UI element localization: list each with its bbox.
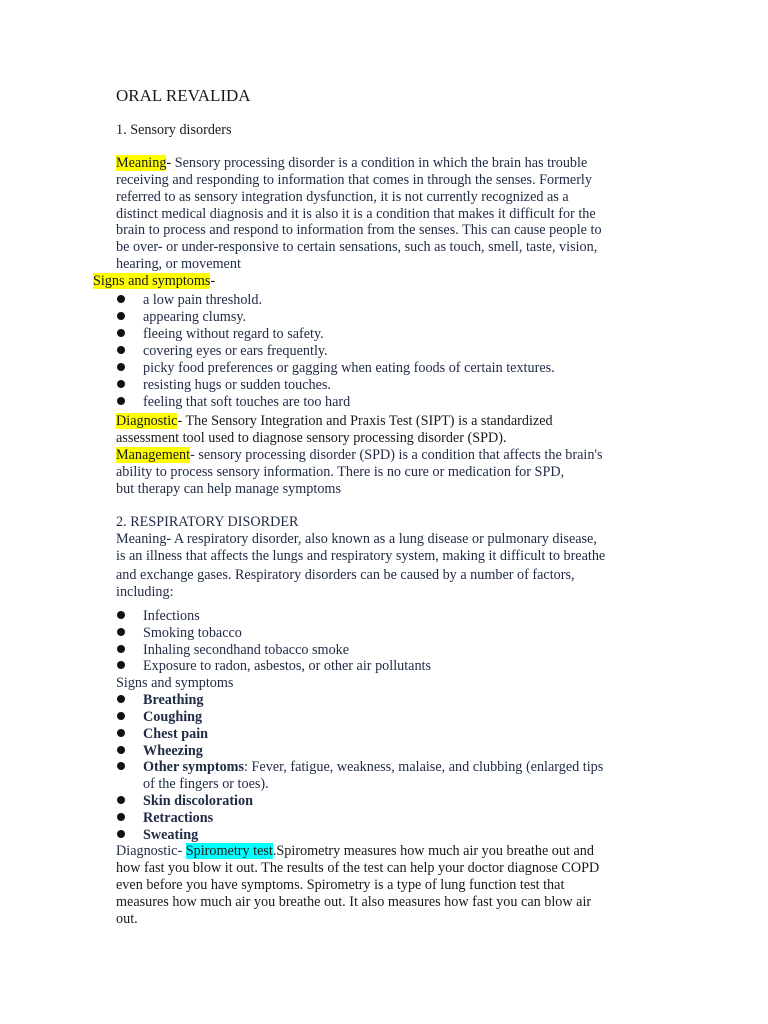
s2-meaning-line: Meaning- A respiratory disorder, also known as a lung disease or pulmonary disease, xyxy=(116,531,597,547)
s1-diagnostic-line-1 xyxy=(116,413,553,430)
s2-diagnostic-prefix: Diagnostic- xyxy=(116,843,186,859)
bullet-icon xyxy=(117,329,125,337)
s1-signs-label: Signs and symptoms xyxy=(93,273,211,289)
list-item: a low pain threshold. xyxy=(143,292,262,308)
list-item: appearing clumsy. xyxy=(143,309,247,325)
s2-diagnostic-line: out. xyxy=(116,911,138,927)
bullet-icon xyxy=(117,346,125,354)
list-item: Skin discoloration xyxy=(143,793,253,809)
bullet-icon xyxy=(117,729,125,737)
section-1-heading: 1. Sensory disorders xyxy=(116,122,232,138)
s1-diagnostic-line: assessment tool used to diagnose sensory processing disorder (SPD). xyxy=(116,430,507,446)
bullet-icon xyxy=(117,830,125,838)
s2-diagnostic-line: how fast you blow it out. The results of the test can help your doctor diagnose COPD xyxy=(116,860,600,876)
s1-meaning-line: hearing, or movement xyxy=(116,256,241,272)
bullet-icon xyxy=(117,661,125,669)
s2-signs-heading: Signs and symptoms xyxy=(116,675,234,691)
s2-diagnostic-line: measures how much air you breathe out. It also measures how fast you can blow air xyxy=(116,894,592,910)
bullet-icon xyxy=(117,813,125,821)
bullet-icon xyxy=(117,746,125,754)
s2-meaning-line: including: xyxy=(116,584,174,600)
list-item: picky food preferences or gagging when eating foods of certain textures. xyxy=(143,360,555,376)
bullet-icon xyxy=(117,380,125,388)
list-item: Sweating xyxy=(143,827,199,843)
bullet-icon xyxy=(117,762,125,770)
list-item: Breathing xyxy=(143,692,204,708)
list-item: Chest pain xyxy=(143,726,209,742)
list-item-continuation: of the fingers or toes). xyxy=(143,776,269,792)
s1-management-line: but therapy can help manage symptoms xyxy=(116,481,341,497)
s1-meaning-line-1 xyxy=(116,155,587,172)
bullet-icon xyxy=(117,397,125,405)
list-item: fleeing without regard to safety. xyxy=(143,326,324,342)
list-item: Wheezing xyxy=(143,743,203,759)
s1-meaning-label: Meaning xyxy=(116,155,167,171)
other-symptoms-text: : Fever, fatigue, weakness, malaise, and clubbing (enlarged tips xyxy=(244,759,604,775)
bullet-icon xyxy=(117,295,125,303)
section-2-heading: 2. RESPIRATORY DISORDER xyxy=(116,514,299,530)
bullet-icon xyxy=(117,611,125,619)
s1-meaning-line: distinct medical diagnosis and it is also it is a condition that makes it difficult for the xyxy=(116,206,596,222)
list-item: Infections xyxy=(143,608,200,624)
bullet-icon xyxy=(117,796,125,804)
s1-management-text: - sensory processing disorder (SPD) is a condition that affects the brain's xyxy=(190,447,603,463)
s2-diagnostic-line-1 xyxy=(116,843,594,860)
s1-signs-dash: - xyxy=(210,273,216,289)
s1-management-line: ability to process sensory information. There is no cure or medication for SPD, xyxy=(116,464,565,480)
page-title: ORAL REVALIDA xyxy=(116,86,251,105)
s1-meaning-line: referred to as sensory integration dysfunction, it is not currently recognized as a xyxy=(116,189,569,205)
s2-diagnostic-text: .Spirometry measures how much air you breathe out and xyxy=(272,843,594,859)
s2-meaning-line: is an illness that affects the lungs and respiratory system, making it difficult to breathe xyxy=(116,548,606,564)
s1-meaning-line: be over- or under-responsive to certain sensations, such as touch, smell, taste, vision, xyxy=(116,239,598,255)
list-item-other-symptoms xyxy=(143,759,603,776)
bullet-icon xyxy=(117,312,125,320)
list-item: Exposure to radon, asbestos, or other air pollutants xyxy=(143,658,432,674)
list-item: Retractions xyxy=(143,810,214,826)
list-item: Smoking tobacco xyxy=(143,625,242,641)
s2-meaning-line: and exchange gases. Respiratory disorders can be caused by a number of factors, xyxy=(116,567,575,583)
s1-meaning-text: Sensory processing disorder is a condition in which the brain has trouble xyxy=(174,155,588,171)
bullet-icon xyxy=(117,695,125,703)
list-item: Coughing xyxy=(143,709,203,725)
list-item: resisting hugs or sudden touches. xyxy=(143,377,331,393)
other-symptoms-label: Other symptoms xyxy=(143,759,245,775)
list-item: Inhaling secondhand tobacco smoke xyxy=(143,642,350,658)
s1-meaning-line: brain to process and respond to information from the senses. This can cause people to xyxy=(116,222,602,238)
s1-meaning-line: receiving and responding to information that comes in through the senses. Formerly xyxy=(116,172,592,188)
s1-diagnostic-text: - The Sensory Integration and Praxis Test (SIPT) is a standardized xyxy=(177,413,553,429)
s1-signs-heading xyxy=(93,273,215,290)
bullet-icon xyxy=(117,645,125,653)
bullet-icon xyxy=(117,712,125,720)
s1-meaning-dash: - xyxy=(166,155,175,171)
s2-diagnostic-line: even before you have symptoms. Spirometry is a type of lung function test that xyxy=(116,877,565,893)
bullet-icon xyxy=(117,628,125,636)
s1-management-line-1 xyxy=(116,447,603,464)
s1-diagnostic-label: Diagnostic xyxy=(116,413,178,429)
s2-diagnostic-label: Spirometry test xyxy=(185,843,273,859)
bullet-icon xyxy=(117,363,125,371)
s1-management-label: Management xyxy=(116,447,191,463)
list-item: feeling that soft touches are too hard xyxy=(143,394,351,410)
list-item: covering eyes or ears frequently. xyxy=(143,343,328,359)
